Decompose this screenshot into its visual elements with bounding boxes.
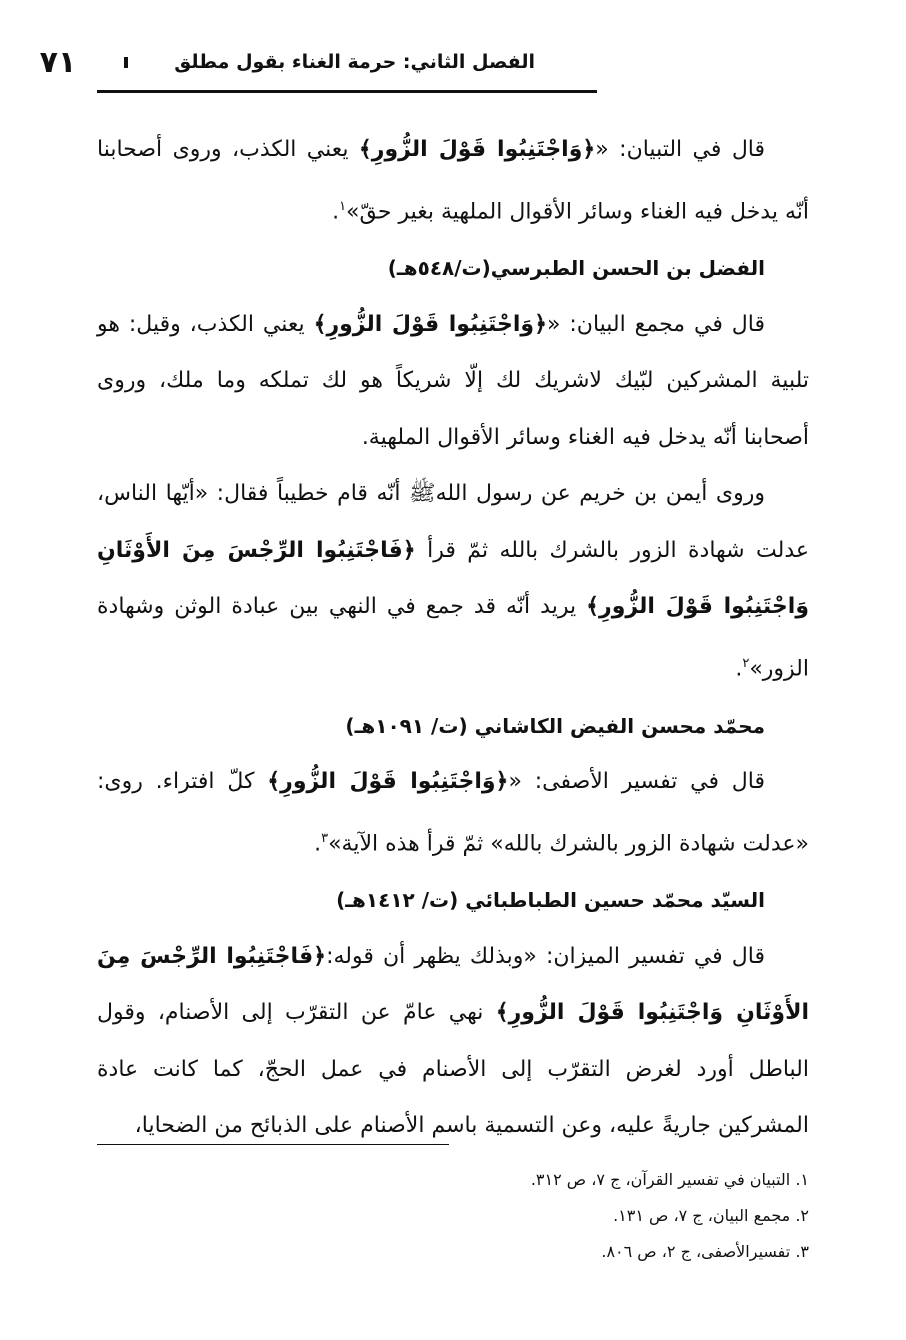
main-text (97, 122, 809, 1155)
footnote-ref[interactable]: ٢ (742, 655, 750, 671)
section-heading-tabarsi: الفضل بن الحسن الطبرسي(ت/٥٤٨هـ) (387, 256, 765, 281)
paragraph-tibyan: قال في التبيان: «﴿وَاجْتَنِبُوا قَوْلَ الزُّورِ﴾ يعني الكذب، وروى أصحابنا أنّه يدخل فيه الغناء وسائر الأقوال الملهية بغير حقّ»$^١$. (97, 137, 809, 224)
footnote-2: ٢. مجمع البيان، ج ٧، ص ١٣١. (613, 1206, 809, 1225)
footnote-rule (97, 1144, 449, 1145)
paragraph-mizan: قال في تفسير الميزان: «وبذلك يظهر أن قوله:﴿فَاجْتَنِبُوا الرِّجْسَ مِنَ الأَوْثَانِ وَاجْتَنِبُوا قَوْلَ الزُّورِ﴾ نهي عامّ عن التقرّب إلى الأصنام، وقول الباطل أورد لغرض التقرّب إلى الأصنام في عمل الحجّ، كما كانت عادة المشركين جاريةً عليه، وعن التسمية باسم الأصنام على الذبائح من الضحايا، (97, 943, 809, 1139)
footnotes (97, 1162, 809, 1270)
footnote-3: ٣. تفسيرالأصفى، ج ٢، ص ٨٠٦. (601, 1242, 809, 1261)
book-page (39, 30, 809, 1320)
paragraph-asfa: قال في تفسير الأصفى: «﴿وَاجْتَنِبُوا قَوْلَ الزُّورِ﴾ كلّ افتراء. روى: «عدلت شهادة الزور بالشرك بالله» ثمّ قرأ هذه الآية»$^٣$. (97, 769, 809, 856)
header-rule (97, 90, 597, 93)
separator-square-icon (124, 57, 128, 68)
footnote-ref[interactable]: ٣ (321, 830, 329, 846)
paragraph-hadith: وروى أيمن بن خريم عن رسول اللهﷺ أنّه قام خطيباً فقال: «أيّها الناس، عدلت شهادة الزور بالشرك بالله ثمّ قرأ ﴿فَاجْتَنِبُوا الرِّجْسَ مِنَ الأَوْثَانِ وَاجْتَنِبُوا قَوْلَ الزُّورِ﴾ يريد أنّه قد جمع في النهي بين عبادة الوثن وشهادة الزور»$^٢$. (97, 481, 809, 682)
running-header (39, 44, 809, 80)
paragraph-majma: قال في مجمع البيان: «﴿وَاجْتَنِبُوا قَوْلَ الزُّورِ﴾ يعني الكذب، وقيل: هو تلبية المشركين لبّيك لاشريك لك إلّا شريكاً هو لك تملكه وما ملك، وروى أصحابنا أنّه يدخل فيه الغناء وسائر الأقوال الملهية. (97, 311, 809, 450)
section-heading-tabatabai: السيّد محمّد حسين الطباطبائي (ت/ ١٤١٢هـ) (336, 888, 765, 913)
quran-verse: ﴿فَاجْتَنِبُوا الرِّجْسَ مِنَ الأَوْثَانِ وَاجْتَنِبُوا قَوْلَ الزُّورِ﴾ (97, 943, 809, 1026)
chapter-title: الفصل الثاني: حرمة الغناء بقول مطلق (174, 51, 535, 73)
quran-verse: ﴿وَاجْتَنِبُوا قَوْلَ الزُّورِ﴾ (358, 137, 596, 162)
quran-verse: ﴿وَاجْتَنِبُوا قَوْلَ الزُّورِ﴾ (267, 769, 509, 795)
quran-verse: ﴿فَاجْتَنِبُوا الرِّجْسَ مِنَ الأَوْثَانِ وَاجْتَنِبُوا قَوْلَ الزُّورِ﴾ (97, 537, 809, 620)
page-number: ٧١ (39, 44, 77, 80)
footnote-ref[interactable]: ١ (339, 198, 347, 214)
footnote-1: ١. التبيان في تفسير القرآن، ج ٧، ص ٣١٢. (530, 1170, 809, 1189)
section-heading-kashani: محمّد محسن الفيض الكاشاني (ت/ ١٠٩١هـ) (345, 713, 765, 738)
quran-verse: ﴿وَاجْتَنِبُوا قَوْلَ الزُّورِ﴾ (313, 311, 547, 337)
